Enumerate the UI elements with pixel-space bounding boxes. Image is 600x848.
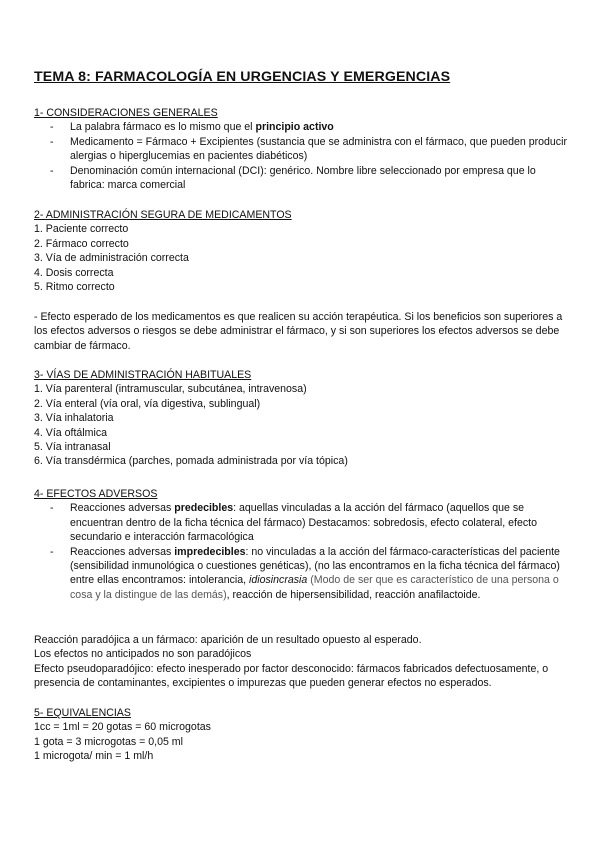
list-item: 4. Vía oftálmica: [34, 426, 108, 439]
paragraph: Efecto pseudoparadójico: efecto inesperado por factor desconocido: fármacos fabricados defectuosamente, o presencia de contaminantes, excipientes o impurezas que pueden generar efectos no esperados.: [34, 662, 549, 690]
list-item: 6. Vía transdérmica (parches, pomada administrada por vía tópica): [34, 455, 348, 468]
list-item: 4. Dosis correcta: [34, 266, 114, 279]
section-administracion-segura: [34, 208, 569, 294]
bullet-text: : no vinculadas a la acción del fármaco-características del paciente (sensibilidad inmunológica o cuestiones genéticas), (no las encontramos en la ficha técnica del fármaco) entre ellas encontramos: intolerancia,: [70, 545, 560, 587]
bold-term: predecibles: [174, 502, 234, 515]
bullet-text: , reacción de hipersensibilidad, reacción anafilactoide.: [226, 588, 481, 601]
list-item: 2. Fármaco correcto: [34, 237, 129, 250]
list-item: 2. Vía enteral (vía oral, vía digestiva, sublingual): [34, 397, 261, 410]
paragraph: Reacción paradójica a un fármaco: aparición de un resultado opuesto al esperado.: [34, 634, 422, 646]
paragraph: Los efectos no anticipados no son paradójicos: [34, 648, 252, 661]
bullet-text: Reacciones adversas: [70, 545, 175, 558]
list-item: 1. Paciente correcto: [34, 223, 129, 236]
section-efectos-adversos: [34, 487, 569, 602]
list-item: 1 gota = 3 microgotas = 0,05 ml: [34, 735, 183, 748]
grey-note: (Modo de ser que es característico de una persona o cosa y la distingue de las demás): [70, 574, 559, 601]
list-item: 1 microgota/ min = 1 ml/h: [34, 750, 154, 763]
page-title: TEMA 8: FARMACOLOGÍA EN URGENCIAS Y EMERGENCIAS: [34, 69, 451, 85]
section-3-heading: 3- VÍAS DE ADMINISTRACIÓN HABITUALES: [34, 369, 252, 381]
list-item: [34, 545, 569, 603]
list-item: [34, 120, 569, 134]
bullet-text: La palabra fármaco es lo mismo que el: [70, 121, 256, 134]
list-item: 3. Vía inhalatoria: [34, 412, 114, 425]
bold-term: principio activo: [255, 121, 334, 134]
bullet-text: Reacciones adversas: [70, 502, 175, 515]
list-item: - Denominación común internacional (DCI): genérico. Nombre libre seleccionado por empresa que lo fabrica: marca comercial: [34, 164, 569, 193]
list-item: 5. Vía intranasal: [34, 441, 111, 454]
bullet-text: : aquellas vinculadas a la acción del fármaco (aquellos que se encuentran dentro de la ficha técnica del fármaco) Destacamos: sobredosis, efecto colateral, efecto secundario e interacción farmacológica: [70, 502, 537, 544]
bold-term: impredecibles: [174, 545, 246, 558]
section-equivalencias: [34, 706, 569, 764]
section-1-heading: 1- CONSIDERACIONES GENERALES: [34, 107, 218, 119]
italic-term: idiosincrasia: [249, 574, 308, 587]
section-2-heading: 2- ADMINISTRACIÓN SEGURA DE MEDICAMENTOS: [34, 209, 292, 221]
reacciones-paragraphs: [34, 633, 569, 691]
list-item: 1cc = 1ml = 20 gotas = 60 microgotas: [34, 721, 211, 734]
section-vias-administracion: [34, 368, 569, 469]
list-item: 3. Vía de administración correcta: [34, 252, 189, 265]
list-item: 1. Vía parenteral (intramuscular, subcutánea, intravenosa): [34, 383, 307, 396]
list-item: [34, 501, 569, 544]
list-item: - Medicamento = Fármaco + Excipientes (sustancia que se administra con el fármaco, que pueden producir alergias o hiperglucemias en pacientes diabéticos): [34, 135, 569, 164]
section-4-heading: 4- EFECTOS ADVERSOS: [34, 488, 158, 500]
efecto-esperado-paragraph: - Efecto esperado de los medicamentos es que realicen su acción terapéutica. Si los beneficios son superiores a los efectos adversos o riesgos se debe administrar el fármaco, y si son superiores los efectos adversos se debe cambiar de fármaco.: [34, 311, 563, 352]
list-item: 5. Ritmo correcto: [34, 281, 115, 294]
section-5-heading: 5- EQUIVALENCIAS: [34, 707, 131, 719]
section-consideraciones: [34, 106, 569, 192]
